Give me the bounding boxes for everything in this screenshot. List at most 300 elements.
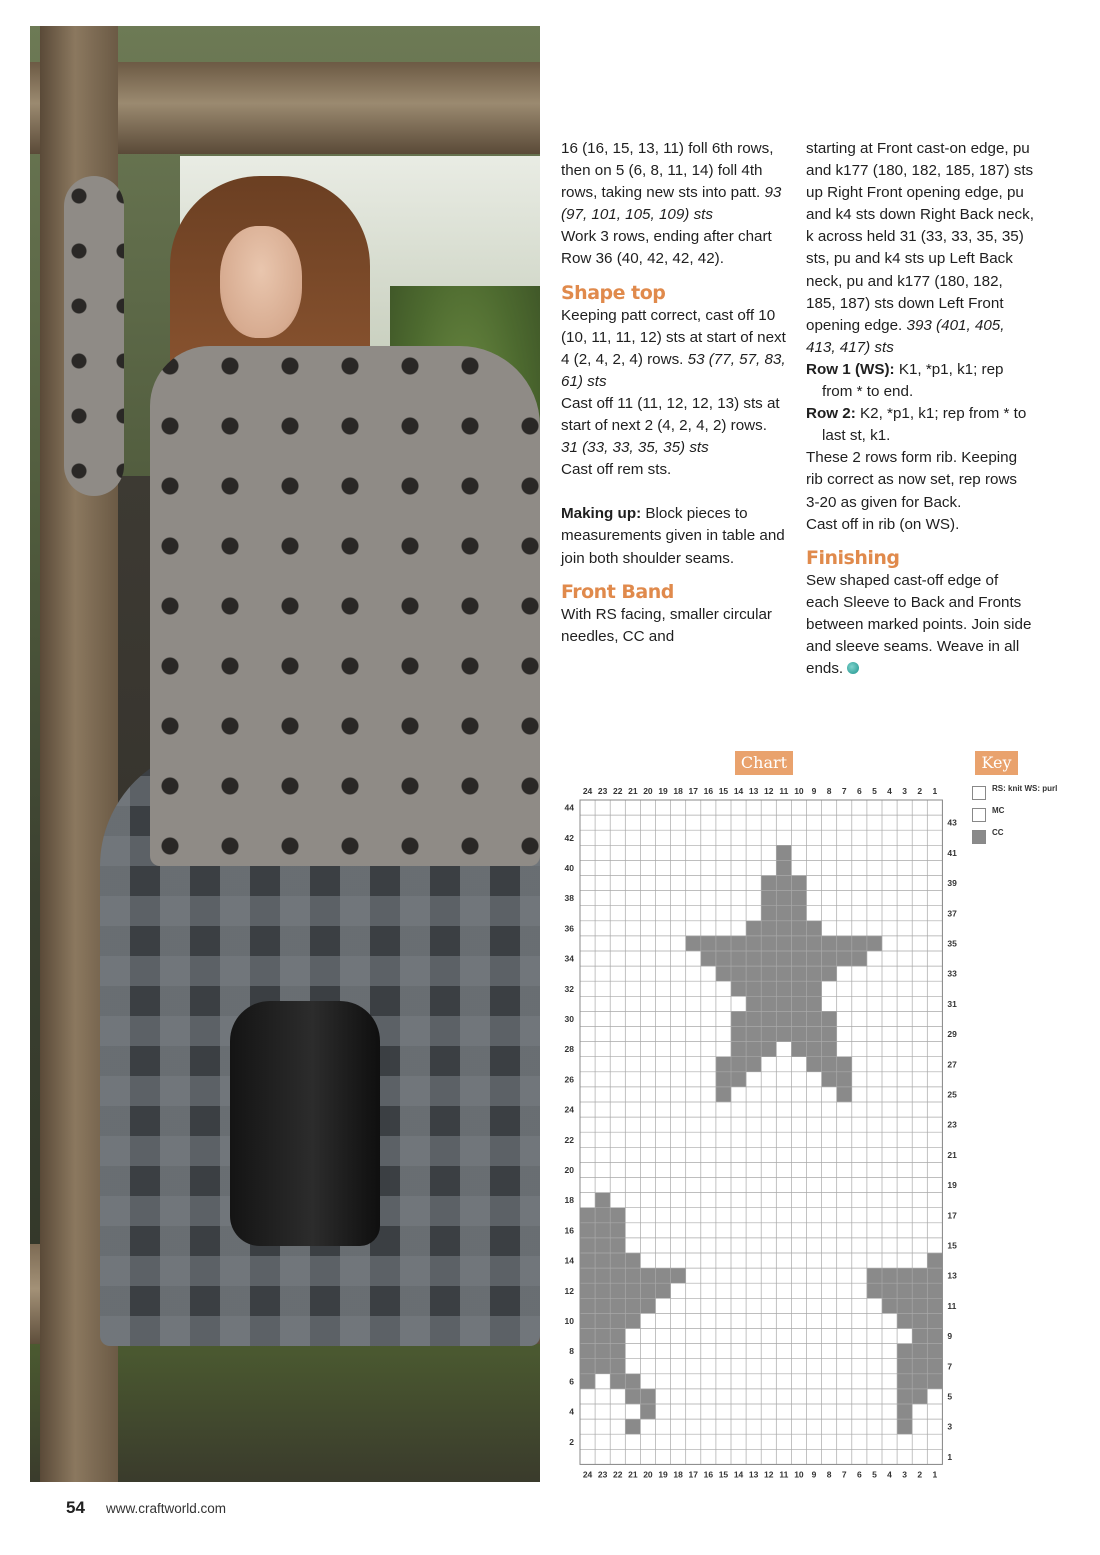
website-url: www.craftworld.com <box>106 1501 227 1516</box>
chart-stitch-number: 1 <box>932 786 938 796</box>
key-title: Key <box>975 751 1018 775</box>
chart-cell-cc <box>731 966 746 981</box>
key-label: CC <box>992 828 1004 837</box>
chart-cell-cc <box>595 1283 610 1298</box>
row-2-instruction <box>806 403 1034 447</box>
chart-cell-cc <box>716 936 731 951</box>
paragraph: With RS facing, smaller circular needles, CC and <box>561 605 772 645</box>
chart-row-number: 2 <box>569 1436 574 1447</box>
chart-cell-cc <box>640 1389 655 1404</box>
chart-cell-cc <box>927 1359 942 1374</box>
chart-stitch-number: 3 <box>902 1469 908 1478</box>
chart-cell-cc <box>580 1238 595 1253</box>
photo-boot <box>230 1001 380 1246</box>
chart-cell-cc <box>625 1419 640 1434</box>
chart-cell-cc <box>897 1404 912 1419</box>
chart-stitch-number: 13 <box>748 1469 759 1478</box>
chart-row-number: 11 <box>947 1300 957 1311</box>
spacer <box>561 481 786 503</box>
chart-cell-cc <box>776 876 791 891</box>
chart-cell-cc <box>927 1283 942 1298</box>
chart-cell-cc <box>822 1011 837 1026</box>
chart-cell-cc <box>610 1298 625 1313</box>
paragraph-text: Block pieces to measurements given in table and join both shoulder seams. <box>561 505 785 567</box>
chart-stitch-number: 10 <box>794 786 804 796</box>
chart-cell-cc <box>791 966 806 981</box>
chart-cell-cc <box>595 1193 610 1208</box>
chart-cell-cc <box>776 981 791 996</box>
chart-cell-cc <box>761 996 776 1011</box>
chart-stitch-number: 2 <box>917 1469 923 1478</box>
chart-cell-cc <box>852 951 867 966</box>
chart-cell-cc <box>912 1313 927 1328</box>
chart-title: Chart <box>735 751 793 775</box>
chart-stitch-number: 9 <box>811 786 817 796</box>
chart-cell-cc <box>610 1283 625 1298</box>
chart-cell-cc <box>731 1072 746 1087</box>
chart-cell-cc <box>761 936 776 951</box>
chart-row-number: 41 <box>947 847 957 858</box>
key-item-mc <box>970 805 1060 827</box>
chart-cell-cc <box>746 1027 761 1042</box>
chart-cell-cc <box>625 1313 640 1328</box>
chart-cell-cc <box>580 1344 595 1359</box>
chart-row-number: 40 <box>564 862 574 873</box>
chart-row-number: 21 <box>947 1149 957 1160</box>
chart-cell-cc <box>731 1027 746 1042</box>
chart-cell-cc <box>746 1057 761 1072</box>
heading-finishing: Finishing <box>806 546 900 569</box>
paragraph <box>806 570 1034 680</box>
chart-stitch-number: 16 <box>703 1469 714 1478</box>
paragraph: Work 3 rows, ending after chart Row 36 (40, 42, 42, 42). <box>561 228 772 268</box>
chart-cell-cc <box>822 1057 837 1072</box>
chart-stitch-number: 8 <box>826 1469 832 1478</box>
chart-cell-cc <box>640 1283 655 1298</box>
chart-row-number: 3 <box>947 1421 953 1432</box>
chart-row-number: 37 <box>947 908 957 919</box>
chart-cell-cc <box>595 1298 610 1313</box>
chart-cell-cc <box>701 951 716 966</box>
chart-stitch-number: 14 <box>733 1469 744 1478</box>
chart-cell-cc <box>791 906 806 921</box>
chart-cell-cc <box>625 1374 640 1389</box>
chart-cell-cc <box>791 891 806 906</box>
chart-stitch-number: 22 <box>613 786 623 796</box>
chart-cell-cc <box>731 936 746 951</box>
chart-cell-cc <box>731 951 746 966</box>
chart-cell-cc <box>625 1268 640 1283</box>
chart-row-number: 18 <box>564 1195 574 1206</box>
chart-cell-cc <box>746 996 761 1011</box>
chart-stitch-number: 7 <box>841 786 847 796</box>
chart-cell-cc <box>580 1283 595 1298</box>
chart-cell-cc <box>761 876 776 891</box>
chart-cell-cc <box>640 1268 655 1283</box>
chart-cell-cc <box>716 951 731 966</box>
chart-cell-cc <box>927 1329 942 1344</box>
stitch-count: 31 (33, 33, 35, 35) sts <box>561 439 709 457</box>
chart-cell-cc <box>610 1313 625 1328</box>
chart-stitch-number: 17 <box>688 786 698 796</box>
chart-cell-cc <box>716 966 731 981</box>
chart-row-number: 27 <box>947 1059 957 1070</box>
chart-cell-cc <box>912 1344 927 1359</box>
chart-cell-cc <box>671 1268 686 1283</box>
stitch-count: 93 (97, 101, 105, 109) sts <box>561 184 782 224</box>
chart-key <box>970 783 1060 849</box>
chart-cell-cc <box>580 1208 595 1223</box>
chart-cell-cc <box>656 1268 671 1283</box>
chart-cell-cc <box>776 891 791 906</box>
chart-stitch-number: 2 <box>917 786 923 796</box>
chart-cell-cc <box>731 1057 746 1072</box>
chart-row-number: 23 <box>947 1119 957 1130</box>
chart-cell-cc <box>791 1042 806 1057</box>
chart-row-number: 4 <box>569 1406 574 1417</box>
chart-cell-cc <box>882 1268 897 1283</box>
chart-row-number: 35 <box>947 938 957 949</box>
chart-cell-cc <box>731 1042 746 1057</box>
chart-cell-cc <box>776 936 791 951</box>
chart-cell-cc <box>580 1313 595 1328</box>
chart-cell-cc <box>807 1011 822 1026</box>
chart-cell-cc <box>791 936 806 951</box>
chart-cell-cc <box>595 1268 610 1283</box>
chart-row-number: 31 <box>947 998 957 1009</box>
chart-row-number: 16 <box>564 1225 574 1236</box>
key-label: RS: knit WS: purl <box>992 784 1058 793</box>
chart-cell-cc <box>897 1283 912 1298</box>
chart-cell-cc <box>897 1344 912 1359</box>
key-label: MC <box>992 806 1005 815</box>
chart-cell-cc <box>731 981 746 996</box>
making-up-label: Making up: <box>561 505 642 523</box>
chart-cell-cc <box>912 1359 927 1374</box>
chart-cell-cc <box>897 1268 912 1283</box>
chart-cell-cc <box>595 1313 610 1328</box>
key-swatch-cc <box>972 830 986 844</box>
chart-stitch-number: 24 <box>582 786 593 796</box>
chart-cell-cc <box>897 1374 912 1389</box>
chart-cell-cc <box>852 936 867 951</box>
chart-cell-cc <box>807 966 822 981</box>
row-text: K1, *p1, k1; rep from * to end. <box>822 360 1004 401</box>
paragraph <box>561 138 786 226</box>
chart-cell-cc <box>595 1253 610 1268</box>
page-number: 54 <box>66 1498 85 1517</box>
chart-cell-cc <box>822 1042 837 1057</box>
chart-stitch-number: 10 <box>794 1469 804 1478</box>
chart-row-number: 1 <box>947 1451 953 1462</box>
paragraph-text: Cast off 11 (11, 12, 12, 13) sts at start of next 2 (4, 2, 4, 2) rows. <box>561 394 780 435</box>
chart-stitch-number: 15 <box>718 1469 729 1478</box>
chart-cell-cc <box>746 981 761 996</box>
knitting-chart <box>555 778 960 1478</box>
paragraph <box>806 138 1034 359</box>
chart-cell-cc <box>761 1011 776 1026</box>
chart-row-number: 24 <box>564 1104 574 1115</box>
chart-cell-cc <box>927 1344 942 1359</box>
chart-row-number: 44 <box>564 802 574 813</box>
key-swatch-white <box>972 808 986 822</box>
chart-row-number: 32 <box>564 983 574 994</box>
stitch-count: 53 (77, 57, 83, 61) sts <box>561 350 786 390</box>
chart-cell-cc <box>897 1359 912 1374</box>
chart-cell-cc <box>746 966 761 981</box>
chart-cell-cc <box>791 996 806 1011</box>
chart-cell-cc <box>776 921 791 936</box>
chart-cell-cc <box>867 936 882 951</box>
chart-stitch-number: 5 <box>872 786 877 796</box>
chart-cell-cc <box>927 1374 942 1389</box>
chart-cell-cc <box>625 1298 640 1313</box>
key-item-knit <box>970 783 1060 805</box>
chart-cell-cc <box>595 1238 610 1253</box>
chart-cell-cc <box>822 1027 837 1042</box>
heading-front-band: Front Band <box>561 580 674 603</box>
chart-cell-cc <box>927 1313 942 1328</box>
paragraph: Cast off rem sts. <box>561 461 672 479</box>
chart-cell-cc <box>595 1329 610 1344</box>
chart-cell-cc <box>761 981 776 996</box>
chart-row-number: 39 <box>947 878 957 889</box>
chart-stitch-number: 5 <box>872 1469 877 1478</box>
key-item-cc <box>970 827 1060 849</box>
chart-cell-cc <box>595 1208 610 1223</box>
chart-cell-cc <box>897 1419 912 1434</box>
chart-cell-cc <box>927 1268 942 1283</box>
chart-cell-cc <box>640 1298 655 1313</box>
chart-cell-cc <box>837 936 852 951</box>
chart-cell-cc <box>610 1208 625 1223</box>
chart-row-number: 15 <box>947 1240 957 1251</box>
chart-cell-cc <box>791 1027 806 1042</box>
chart-cell-cc <box>867 1283 882 1298</box>
chart-cell-cc <box>595 1223 610 1238</box>
paragraph-text: Keeping patt correct, cast off 10 (10, 11, 11, 12) sts at start of next 4 (2, 4, 2, 4) rows. <box>561 306 786 368</box>
chart-row-number: 38 <box>564 893 574 904</box>
paragraph <box>561 305 786 393</box>
chart-cell-cc <box>882 1298 897 1313</box>
chart-cell-cc <box>580 1298 595 1313</box>
chart-cell-cc <box>686 936 701 951</box>
chart-stitch-number: 15 <box>718 786 729 796</box>
chart-row-number: 9 <box>947 1331 953 1342</box>
chart-stitch-number: 19 <box>658 1469 668 1478</box>
paragraph-text: starting at Front cast-on edge, pu and k177 (180, 182, 185, 187) sts up Right Front opening edge, pu and k4 sts down Right Back neck, k across held 31 (33, 33, 35, 35) sts, pu and k4 sts up Left Back neck, pu and k177 (180, 182, 185, 187) sts down Left Front opening edge. <box>806 140 1034 334</box>
chart-stitch-number: 16 <box>703 786 714 796</box>
chart-cell-cc <box>625 1389 640 1404</box>
chart-stitch-number: 19 <box>658 786 668 796</box>
text-column-left <box>561 138 786 648</box>
chart-cell-cc <box>837 1057 852 1072</box>
chart-row-number: 19 <box>947 1180 957 1191</box>
chart-cell-cc <box>927 1298 942 1313</box>
chart-row-number: 6 <box>569 1376 574 1387</box>
chart-cell-cc <box>580 1223 595 1238</box>
chart-cell-cc <box>746 951 761 966</box>
chart-cell-cc <box>807 1057 822 1072</box>
chart-row-number: 42 <box>564 832 574 843</box>
chart-cell-cc <box>791 1011 806 1026</box>
chart-cell-cc <box>761 906 776 921</box>
row-text: K2, *p1, k1; rep from * to last st, k1. <box>822 405 1027 445</box>
photo-face <box>220 226 302 338</box>
chart-cell-cc <box>610 1359 625 1374</box>
chart-cell-cc <box>610 1374 625 1389</box>
chart-stitch-number: 23 <box>597 1469 608 1478</box>
chart-cell-cc <box>791 921 806 936</box>
yarn-ball-icon <box>847 662 859 674</box>
chart-cell-cc <box>912 1268 927 1283</box>
chart-cell-cc <box>610 1253 625 1268</box>
chart-cell-cc <box>701 936 716 951</box>
chart-stitch-number: 4 <box>887 1469 892 1478</box>
chart-cell-cc <box>912 1298 927 1313</box>
chart-cell-cc <box>580 1268 595 1283</box>
text-column-right <box>806 138 1034 680</box>
chart-row-number: 22 <box>564 1134 574 1145</box>
chart-cell-cc <box>761 1042 776 1057</box>
chart-cell-cc <box>807 921 822 936</box>
chart-stitch-number: 12 <box>764 786 774 796</box>
row-label: Row 2: <box>806 405 856 423</box>
row-label: Row 1 (WS): <box>806 360 895 378</box>
chart-stitch-number: 18 <box>673 1469 683 1478</box>
chart-cell-cc <box>807 936 822 951</box>
chart-cell-cc <box>761 1027 776 1042</box>
chart-cell-cc <box>897 1389 912 1404</box>
chart-cell-cc <box>761 951 776 966</box>
chart-cell-cc <box>776 1027 791 1042</box>
chart-cell-cc <box>807 1027 822 1042</box>
chart-cell-cc <box>776 951 791 966</box>
chart-cell-cc <box>580 1359 595 1374</box>
chart-row-number: 30 <box>564 1013 574 1024</box>
chart-row-number: 8 <box>569 1346 574 1357</box>
chart-cell-cc <box>776 845 791 860</box>
chart-cell-cc <box>716 1072 731 1087</box>
paragraph: These 2 rows form rib. Keeping rib correct as now set, rep rows 3-20 as given for Back. <box>806 449 1018 511</box>
chart-stitch-number: 1 <box>932 1469 938 1478</box>
chart-cell-cc <box>776 966 791 981</box>
chart-cell-cc <box>897 1298 912 1313</box>
chart-stitch-number: 20 <box>643 786 653 796</box>
chart-cell-cc <box>927 1253 942 1268</box>
paragraph: Cast off in rib (on WS). <box>806 515 960 533</box>
chart-cell-cc <box>610 1268 625 1283</box>
chart-cell-cc <box>791 876 806 891</box>
chart-cell-cc <box>822 951 837 966</box>
chart-cell-cc <box>807 996 822 1011</box>
chart-cell-cc <box>580 1374 595 1389</box>
chart-row-number: 33 <box>947 968 957 979</box>
chart-row-number: 28 <box>564 1044 574 1055</box>
row-1-instruction <box>806 359 1034 403</box>
chart-cell-cc <box>716 1057 731 1072</box>
chart-row-number: 34 <box>564 953 574 964</box>
chart-cell-cc <box>595 1344 610 1359</box>
chart-stitch-number: 21 <box>628 786 638 796</box>
key-swatch-white <box>972 786 986 800</box>
chart-row-number: 29 <box>947 1029 957 1040</box>
chart-stitch-number: 3 <box>902 786 908 796</box>
chart-cell-cc <box>776 1011 791 1026</box>
chart-cell-cc <box>912 1389 927 1404</box>
chart-cell-cc <box>761 891 776 906</box>
chart-row-number: 7 <box>947 1361 953 1372</box>
chart-cell-cc <box>837 951 852 966</box>
chart-row-number: 14 <box>564 1255 574 1266</box>
model-photo <box>30 26 540 1482</box>
chart-cell-cc <box>912 1329 927 1344</box>
chart-cell-cc <box>731 1011 746 1026</box>
chart-cell-cc <box>595 1359 610 1374</box>
chart-cell-cc <box>837 1087 852 1102</box>
chart-cell-cc <box>625 1253 640 1268</box>
chart-stitch-number: 7 <box>841 1469 847 1478</box>
chart-cell-cc <box>912 1283 927 1298</box>
heading-shape-top: Shape top <box>561 281 666 304</box>
chart-row-number: 43 <box>947 817 957 828</box>
chart-stitch-number: 14 <box>733 786 744 796</box>
chart-cell-cc <box>746 1011 761 1026</box>
chart-cell-cc <box>791 981 806 996</box>
chart-cell-cc <box>640 1404 655 1419</box>
paragraph-text: Sew shaped cast-off edge of each Sleeve to Back and Fronts between marked points. Join side and sleeve seams. Weave in all ends. <box>806 571 1032 678</box>
chart-cell-cc <box>580 1329 595 1344</box>
chart-cell-cc <box>776 860 791 875</box>
chart-row-number: 13 <box>947 1270 957 1281</box>
chart-stitch-number: 20 <box>643 1469 653 1478</box>
chart-stitch-number: 8 <box>826 786 832 796</box>
chart-cell-cc <box>656 1283 671 1298</box>
chart-cell-cc <box>837 1072 852 1087</box>
paragraph-text: 16 (16, 15, 13, 11) foll 6th rows, then on 5 (6, 8, 11, 14) foll 4th rows, taking new sts into patt. <box>561 140 774 202</box>
chart-stitch-number: 11 <box>779 786 789 796</box>
chart-row-number: 36 <box>564 923 574 934</box>
chart-cell-cc <box>776 996 791 1011</box>
chart-row-number: 10 <box>564 1315 574 1326</box>
chart-cell-cc <box>761 966 776 981</box>
chart-cell-cc <box>580 1253 595 1268</box>
chart-cell-cc <box>716 1087 731 1102</box>
chart-stitch-number: 6 <box>856 1469 862 1478</box>
chart-cell-cc <box>882 1283 897 1298</box>
chart-row-number: 20 <box>564 1164 574 1175</box>
photo-raised-arm <box>64 176 124 496</box>
chart-cell-cc <box>625 1283 640 1298</box>
chart-stitch-number: 18 <box>673 786 683 796</box>
chart-cell-cc <box>807 1042 822 1057</box>
chart-stitch-number: 9 <box>811 1469 817 1478</box>
chart-stitch-number: 21 <box>628 1469 638 1478</box>
chart-stitch-number: 12 <box>764 1469 774 1478</box>
chart-row-number: 25 <box>947 1089 957 1100</box>
chart-stitch-number: 11 <box>779 1469 789 1478</box>
chart-cell-cc <box>867 1268 882 1283</box>
chart-cell-cc <box>912 1374 927 1389</box>
chart-row-number: 5 <box>947 1391 953 1402</box>
chart-stitch-number: 4 <box>887 786 892 796</box>
stitch-count: 393 (401, 405, 413, 417) sts <box>806 316 1005 356</box>
chart-cell-cc <box>822 936 837 951</box>
chart-row-number: 17 <box>947 1210 957 1221</box>
chart-cell-cc <box>807 951 822 966</box>
chart-cell-cc <box>610 1223 625 1238</box>
chart-stitch-number: 23 <box>597 786 608 796</box>
